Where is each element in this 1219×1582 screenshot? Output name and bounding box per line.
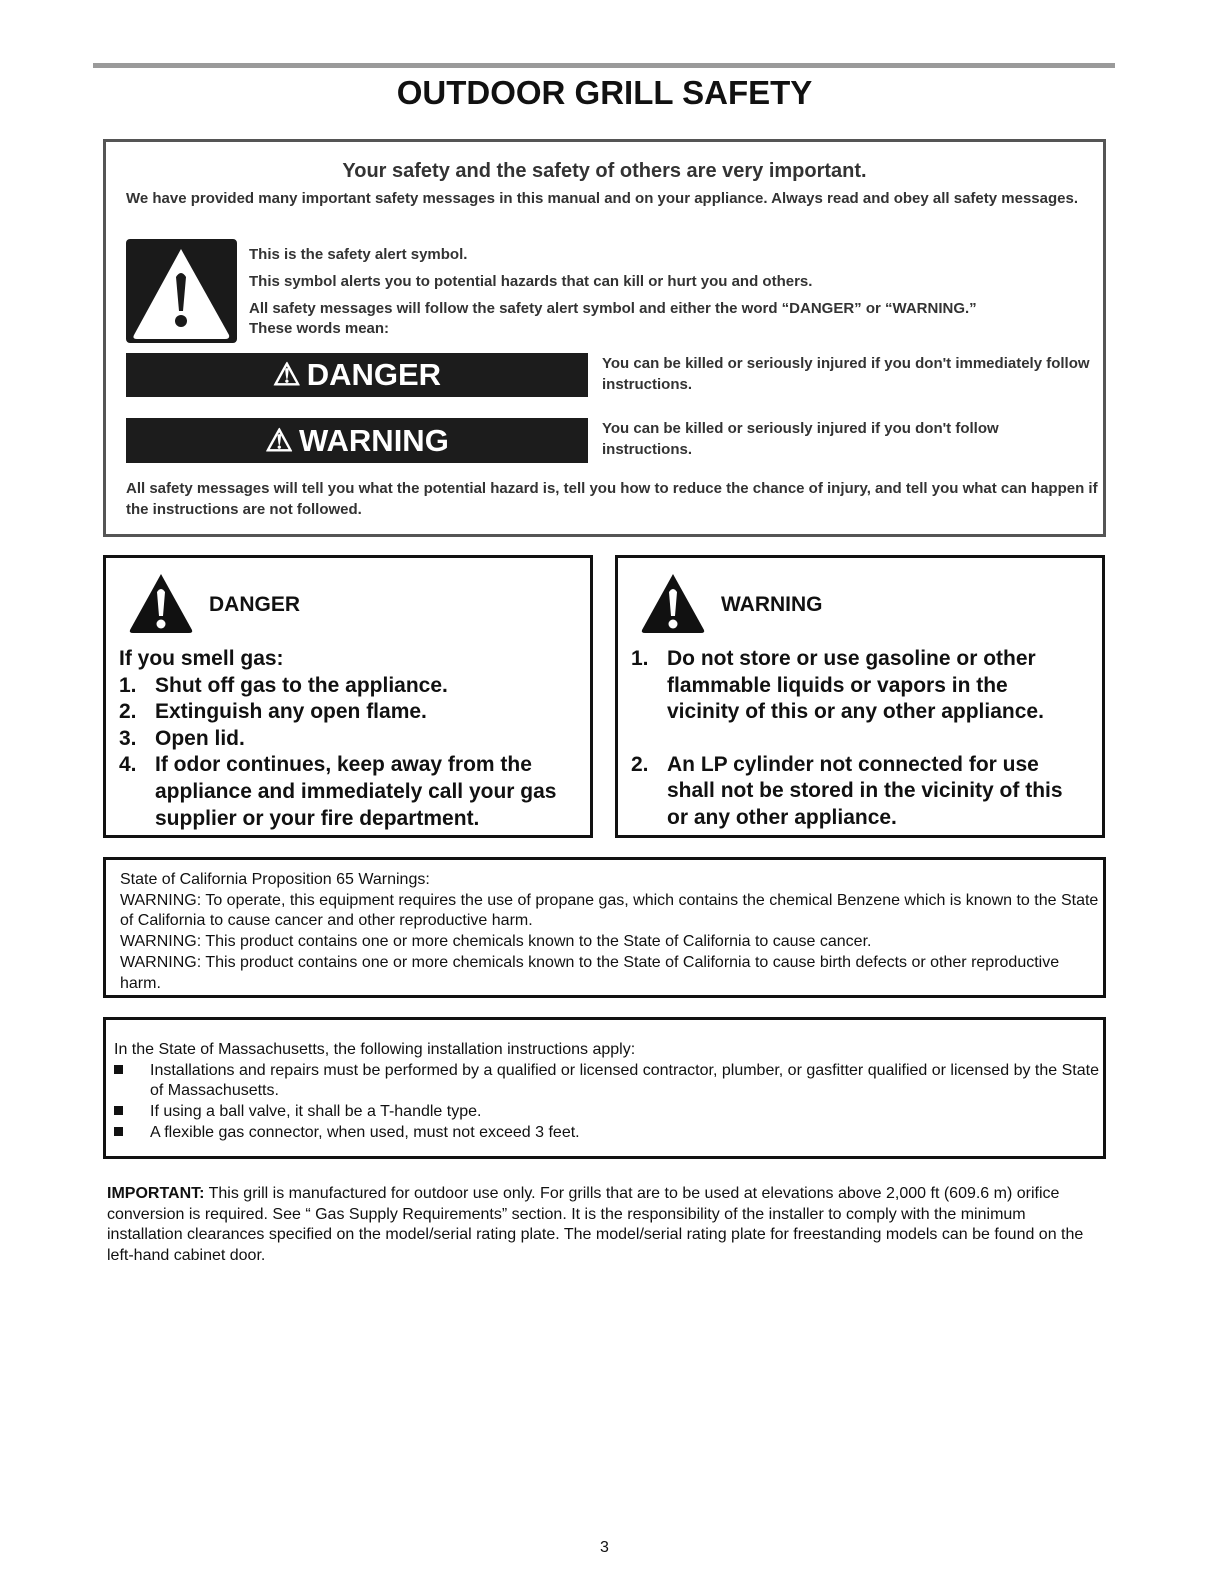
symbol-line: This symbol alerts you to potential hazards that can kill or hurt you and others. (249, 273, 813, 290)
important-note (107, 1184, 1097, 1267)
danger-item: 4. If odor continues, keep away from the appliance and immediately call your gas supplier or your fire department. (119, 753, 557, 830)
symbol-line: These words mean: (249, 320, 390, 337)
alert-triangle-icon: ⚠ (265, 422, 293, 458)
prop65-heading: State of California Proposition 65 Warnings: (120, 871, 430, 888)
safety-alert-symbol-icon (126, 239, 237, 343)
danger-box-label: DANGER (209, 593, 301, 616)
danger-item: 3. Open lid. (119, 726, 245, 750)
danger-box (103, 555, 593, 838)
danger-meaning: You can be killed or seriously injured if you don't immediately follow instructions. (602, 355, 1090, 393)
prop65-line: WARNING: This product contains one or more chemicals known to the State of California to cause cancer. (120, 933, 872, 951)
danger-banner-label: DANGER (306, 357, 442, 392)
danger-banner (126, 353, 588, 397)
danger-item: 1. Shut off gas to the appliance. (119, 673, 448, 697)
prop65-box (103, 857, 1106, 998)
important-label: IMPORTANT: (107, 1185, 205, 1202)
massachusetts-bullet: Installations and repairs must be performed by a qualified or licensed contractor, plumber, or gasfitter qualified or licensed by the State of Massachusetts. (114, 1061, 1103, 1102)
top-rule (93, 63, 1115, 68)
alert-triangle-icon: ⚠ (272, 357, 301, 392)
symbol-line: All safety messages will follow the safety alert symbol and either the word “DANGER” or “WARNING.” (249, 300, 977, 317)
danger-item: 2. Extinguish any open flame. (119, 700, 427, 724)
prop65-line: WARNING: To operate, this equipment requires the use of propane gas, which contains the chemical Benzene which is known to the State of California to cause cancer and other reproductive harm. (120, 891, 1099, 930)
safety-intro-text: We have provided many important safety messages in this manual and on your appliance. Always read and obey all safety messages. (126, 190, 1078, 207)
safety-heading: Your safety and the safety of others are very important. (342, 160, 867, 182)
massachusetts-bullet: A flexible gas connector, when used, must not exceed 3 feet. (114, 1123, 1103, 1144)
massachusetts-box (103, 1017, 1106, 1159)
danger-triangle-icon (128, 572, 194, 634)
warning-meaning: You can be killed or seriously injured if you don't follow instructions. (602, 420, 999, 458)
warning-triangle-icon (640, 572, 706, 634)
important-text: This grill is manufactured for outdoor use only. For grills that are to be used at elevations above 2,000 ft (609.6 m) orifice conversion is required. See “ Gas Supply Requirements” section. It is the responsibility of the installer to comply with the minimum installation clearances specified on the model/serial rating plate. The model/serial rating plate for freestanding models can be found on the left-hand cabinet door. (107, 1185, 1084, 1265)
square-bullet-icon (114, 1127, 123, 1136)
warning-box-label: WARNING (721, 593, 823, 616)
danger-lead: If you smell gas: (119, 647, 284, 670)
page-number: 3 (600, 1539, 609, 1556)
warning-item: 2. An LP cylinder not connected for use shall not be stored in the vicinity of this or any other appliance. (631, 752, 1063, 829)
symbol-line: This is the safety alert symbol. (249, 246, 468, 263)
safety-intro-box (103, 139, 1106, 537)
warning-banner (126, 418, 588, 463)
safety-closing: All safety messages will tell you what the potential hazard is, tell you how to reduce the chance of injury, and tell you what can happen if the instructions are not followed. (126, 480, 1098, 518)
prop65-line: WARNING: This product contains one or more chemicals known to the State of California to cause birth defects or other reproductive harm. (120, 953, 1060, 992)
square-bullet-icon (114, 1106, 123, 1115)
warning-banner-label: WARNING (298, 422, 449, 458)
page-title: OUTDOOR GRILL SAFETY (396, 74, 813, 111)
square-bullet-icon (114, 1065, 123, 1074)
massachusetts-bullet: If using a ball valve, it shall be a T-handle type. (114, 1102, 1103, 1123)
warning-box (615, 555, 1105, 838)
massachusetts-heading: In the State of Massachusetts, the following installation instructions apply: (114, 1041, 636, 1058)
warning-item: 1. Do not store or use gasoline or other flammable liquids or vapors in the vicinity of this or any other appliance. (631, 647, 1044, 724)
